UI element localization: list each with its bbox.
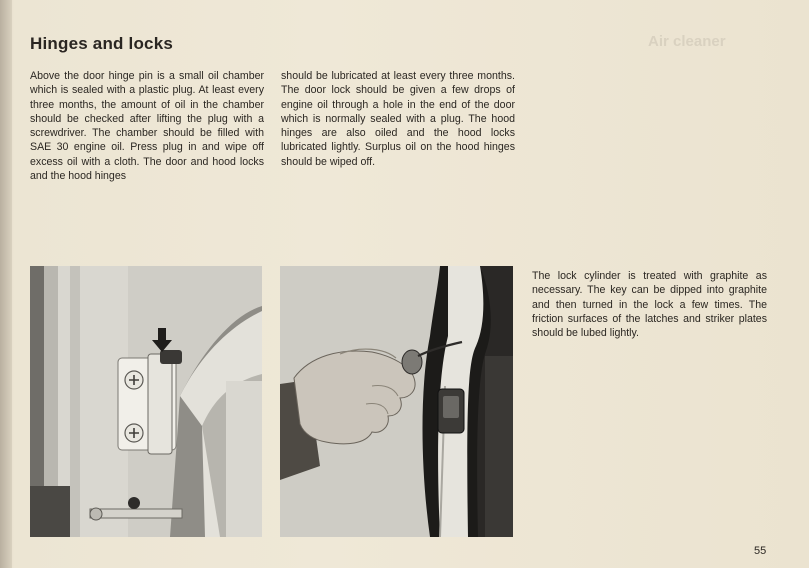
binding-gutter bbox=[0, 0, 12, 568]
body-text-column-1: Above the door hinge pin is a small oil chamber which is sealed with a plastic plug. At least every three months, the amount of oil in the chamber should be checked after lifting the plug with a screwdriver. The chamber should be filled with SAE 30 engine oil. Press plug in and wipe off excess oil with a cloth. The door and hood locks and the hood hinges bbox=[30, 70, 264, 183]
body-text-column-2: should be lubricated at least every three months. The door lock should be given a few drops of engine oil through a hole in the end of the door which is normally sealed with a plug. The hood hinges are also oiled and the hood locks lubricated lightly. Surplus oil on the hood hinges should be wiped off. bbox=[281, 70, 515, 168]
page-number: 55 bbox=[754, 545, 767, 557]
photo-caption: The lock cylinder is treated with graphite as necessary. The key can be dipped into graphite and then turned in the lock a few times. The friction surfaces of the latches and striker plates should be lubed lightly. bbox=[532, 270, 767, 340]
section-heading: Hinges and locks bbox=[30, 34, 174, 53]
oiling-lock-photo bbox=[280, 266, 513, 537]
hinge-photo bbox=[30, 266, 262, 537]
bleed-through-heading: Air cleaner bbox=[648, 33, 726, 50]
